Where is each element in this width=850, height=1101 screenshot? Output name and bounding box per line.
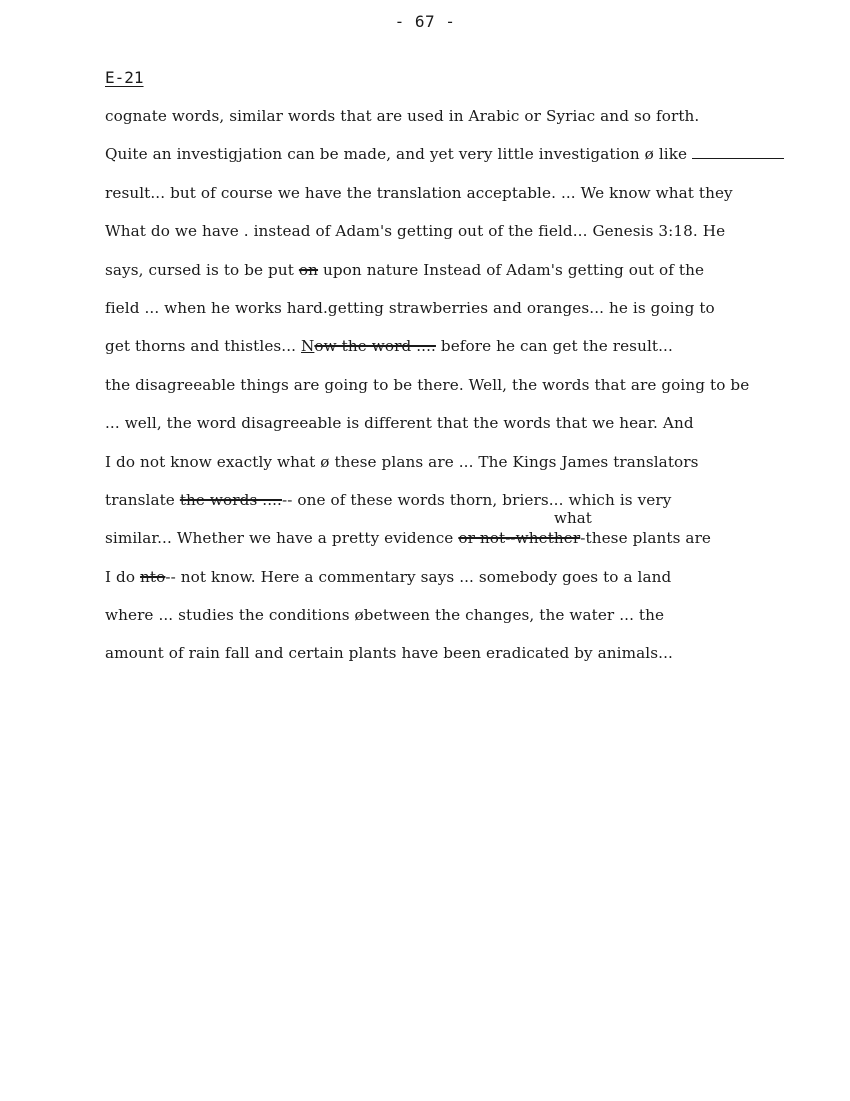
text-line [105, 144, 835, 182]
document-body [105, 106, 835, 682]
slash-mark: ø [644, 145, 654, 164]
fill-in-blank [692, 148, 784, 159]
slash-mark: ø [320, 452, 330, 471]
line-text: where ... studies the conditions [105, 606, 355, 625]
text-line [105, 260, 835, 298]
text-line [105, 452, 835, 490]
text-line [105, 375, 835, 413]
text-line [105, 567, 835, 605]
text-line [105, 106, 835, 144]
line-text: result... but of course we have the translation acceptable. ... We know what they [105, 183, 733, 202]
text-line [105, 509, 835, 566]
text-line [105, 490, 835, 528]
text-line [105, 336, 835, 374]
line-text: translate [105, 490, 180, 509]
line-text: similar... Whether we have a pretty evidence [105, 529, 459, 548]
text-line [105, 298, 835, 336]
line-text: amount of rain fall and certain plants have been eradicated by animals... [105, 644, 673, 663]
slash-mark: ø [354, 606, 364, 625]
struck-text: or not--whether [458, 529, 581, 548]
struck-text: on [298, 260, 319, 279]
line-text: What do we have . instead of Adam's getting out of the field... Genesis 3:18. He [105, 222, 726, 241]
line-text: cognate words, similar words that are used in Arabic or Syriac and so forth. [105, 107, 700, 125]
line-text: upon nature Instead of Adam's getting out of the [318, 260, 705, 279]
text-line [105, 221, 835, 259]
line-text: the disagreeable things are going to be there. Well, the words that are going to be [105, 375, 750, 394]
struck-underlined-letter: N [301, 337, 315, 356]
line-text: field ... when he works hard.getting strawberries and oranges... he is going to [105, 298, 715, 317]
line-text: get thorns and thistles... [105, 337, 302, 356]
line-text: between the changes, the water ... the [363, 606, 665, 625]
struck-text: the words .... [179, 490, 282, 509]
line-text: I do not know exactly what [105, 452, 321, 471]
line-text: before he can get the result... [435, 337, 673, 356]
text-line [105, 605, 835, 643]
line-text: like [653, 145, 693, 164]
struck-text: nto [140, 567, 166, 586]
section-id: E-21 [105, 68, 144, 87]
line-text: -- one of these words thorn, briers... which is very [282, 490, 672, 509]
page-number: - 67 - [394, 12, 456, 31]
line-text: -- not know. Here a commentary says ... somebody goes to a land [165, 567, 672, 586]
text-line [105, 183, 835, 221]
text-line [105, 643, 835, 681]
text-line [105, 413, 835, 451]
struck-text: ow the word .... [314, 337, 436, 356]
line-text: ... well, the word disagreeable is different that the words that we hear. And [105, 414, 694, 433]
line-text: I do [105, 567, 141, 586]
line-text: these plans are ... The Kings James translators [329, 452, 699, 471]
line-text: Quite an investigjation can be made, and yet very little investigation [105, 145, 645, 164]
line-text: -these plants are [580, 529, 712, 548]
interlinear-insertion: what [554, 509, 592, 528]
line-text: says, cursed is to be put [105, 260, 299, 279]
